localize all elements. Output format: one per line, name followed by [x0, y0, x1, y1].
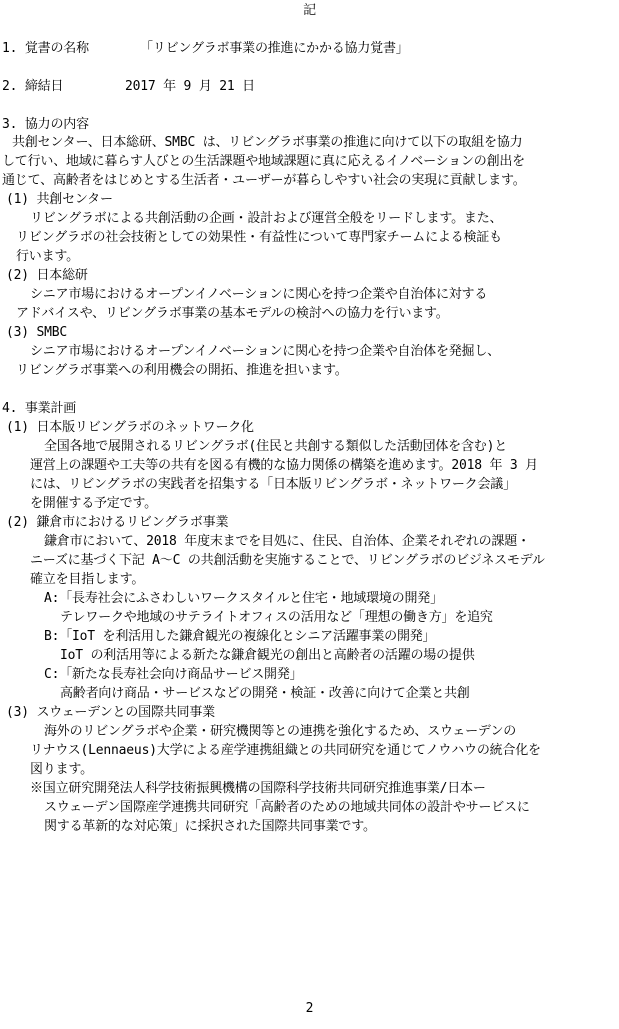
document-title: 記 — [303, 3, 316, 18]
item4-sub2-c-desc: 高齢者向け商品・サービスなどの開発・検証・改善に向けて企業と共創 — [60, 686, 470, 701]
item4-sub2-line: 鎌倉市において、2018 年度末までを目処に、住民、自治体、企業それぞれの課題・ — [44, 534, 530, 549]
item3-sub2-line: シニア市場におけるオープンイノベーションに関心を持つ企業や自治体に対する — [30, 287, 488, 302]
item4-sub3-note-line: ※国立研究開発法人科学技術振興機構の国際科学技術共同研究推進事業/日本ー — [30, 781, 486, 796]
item4-sub3-line: 図ります。 — [30, 762, 93, 777]
item4-sub2-b-title: B:「IoT を利活用した鎌倉観光の複線化とシニア活躍事業の開発」 — [44, 629, 436, 644]
item3-sub3-line: リビングラボ事業への利用機会の開拓、推進を担います。 — [16, 363, 348, 378]
item4-sub3-note-line: スウェーデン国際産学連携共同研究「高齢者のための地域共同体の設計やサービスに — [44, 800, 530, 815]
item4-sub2-c-title: C:「新たな長寿社会向け商品サービス開発」 — [44, 667, 303, 682]
item3-intro-line: 通じて、高齢者をはじめとする生活者・ユーザーが暮らしやすい社会の実現に貢献します。 — [2, 173, 526, 188]
item3-sub1-heading: (1) 共創センター — [6, 192, 113, 207]
item2-label: 2. 締結日 — [2, 79, 64, 94]
item3-sub3-line: シニア市場におけるオープンイノベーションに関心を持つ企業や自治体を発掘し、 — [30, 344, 500, 359]
item4-sub1-line: 全国各地で展開されるリビングラボ(住民と共創する類似した活動団体を含む)と — [44, 439, 507, 454]
item3-sub2-heading: (2) 日本総研 — [6, 268, 88, 283]
item4-sub1-heading: (1) 日本版リビングラボのネットワーク化 — [6, 420, 254, 435]
item3-sub1-line: リビングラボの社会技術としての効果性・有益性について専門家チームによる検証も — [16, 230, 502, 245]
item4-sub2-line: ニーズに基づく下記 A～C の共創活動を実施することで、リビングラボのビジネスモデル — [30, 553, 545, 568]
item3-sub2-line: アドバイスや、リビングラボ事業の基本モデルの検討への協力を行います。 — [16, 306, 449, 321]
item3-sub1-line: 行います。 — [16, 249, 79, 264]
item4-sub3-line: リナウス(Lennaeus)大学による産学連携組織との共同研究を通じてノウハウの統合化を — [30, 743, 541, 758]
item4-sub3-line: 海外のリビングラボや企業・研究機関等との連携を強化するため、スウェーデンの — [44, 724, 517, 739]
item4-sub2-a-desc: テレワークや地域のサテライトオフィスの活用など「理想の働き方」を追究 — [60, 610, 493, 625]
item3-intro-line: 共創センター、日本総研、SMBC は、リビングラボ事業の推進に向けて以下の取組を協力 — [12, 135, 523, 150]
item4-sub2-heading: (2) 鎌倉市におけるリビングラボ事業 — [6, 515, 229, 530]
item4-sub2-a-title: A:「長寿社会にふさわしいワークスタイルと住宅・地域環境の開発」 — [44, 591, 443, 606]
page-number: 2 — [305, 1001, 314, 1016]
item4-sub3-heading: (3) スウェーデンとの国際共同事業 — [6, 705, 215, 720]
item3-heading: 3. 協力の内容 — [2, 117, 89, 132]
item3-sub3-heading: (3) SMBC — [6, 325, 68, 340]
item4-sub1-line: 運営上の課題や工夫等の共有を図る有機的な協力関係の構築を進めます。2018 年 3 月 — [30, 458, 538, 473]
item4-sub2-b-desc: IoT の利活用等による新たな鎌倉観光の創出と高齢者の活躍の場の提供 — [60, 648, 475, 663]
item2-value: 2017 年 9 月 21 日 — [125, 79, 255, 94]
item1-label: 1. 覚書の名称 — [2, 41, 89, 56]
item1-value: 「リビングラボ事業の推進にかかる協力覚書」 — [140, 41, 409, 56]
item4-sub2-line: 確立を目指します。 — [30, 572, 145, 587]
item4-sub3-note-line: 関する革新的な対応策」に採択された国際共同事業です。 — [44, 819, 376, 834]
item4-heading: 4. 事業計画 — [2, 401, 77, 416]
item4-sub1-line: を開催する予定です。 — [30, 496, 157, 511]
item3-intro-line: して行い、地域に暮らす人びとの生活課題や地域課題に真に応えるイノベーションの創出を — [2, 154, 525, 169]
item3-sub1-line: リビングラボによる共創活動の企画・設計および運営全般をリードします。また、 — [30, 211, 503, 226]
item4-sub1-line: には、リビングラボの実践者を招集する「日本版リビングラボ・ネットワーク会議」 — [30, 477, 516, 492]
